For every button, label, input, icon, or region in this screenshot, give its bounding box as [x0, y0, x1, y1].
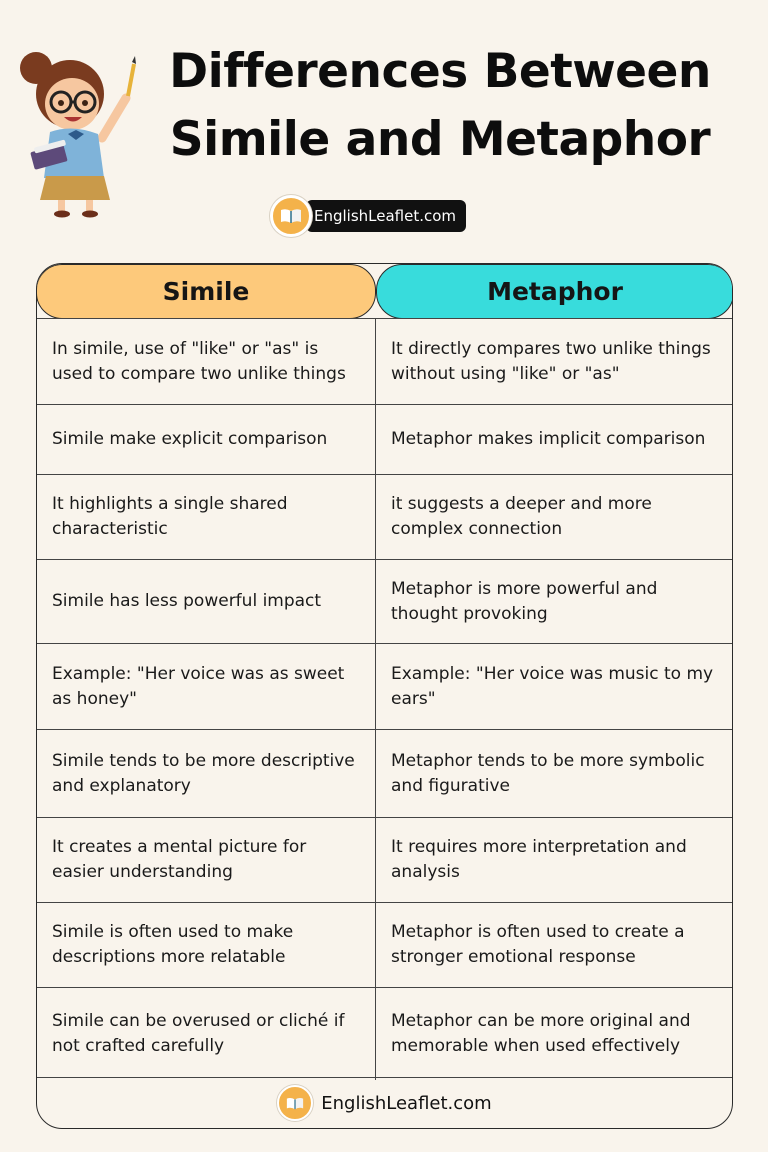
metaphor-cell: Metaphor is often used to create a stronger emotional response [391, 922, 685, 967]
table-body [37, 318, 732, 1080]
simile-cell: Simile is often used to make descriptions more relatable [37, 903, 376, 987]
metaphor-cell: Example: "Her voice was music to my ears" [391, 663, 714, 709]
page-title [130, 38, 750, 174]
table-row [37, 987, 732, 1080]
simile-cell: Simile make explicit comparison [37, 405, 376, 474]
table-row [37, 729, 732, 817]
simile-cell: Simile can be overused or cliché if not crafted carefully [37, 988, 376, 1080]
brand-site-label: EnglishLeaflet.com [306, 200, 466, 232]
metaphor-cell: Metaphor tends to be more symbolic and figurative [391, 750, 705, 796]
simile-cell: Simile has less powerful impact [37, 560, 376, 643]
title-line-1: Differences Between [169, 44, 711, 99]
title-line-2: Simile and Metaphor [169, 112, 711, 167]
table-row [37, 902, 732, 987]
metaphor-cell: It requires more interpretation and analysis [391, 837, 687, 882]
book-logo-icon [277, 1085, 313, 1121]
table-header-row [37, 264, 732, 319]
table-row [37, 404, 732, 474]
simile-cell: Simile tends to be more descriptive and explanatory [37, 730, 376, 817]
footer-site-label: EnglishLeaflet.com [321, 1092, 492, 1114]
simile-cell: It creates a mental picture for easier understanding [37, 818, 376, 902]
table-row [37, 559, 732, 643]
simile-cell: It highlights a single shared characteristic [37, 475, 376, 559]
header-metaphor: Metaphor [376, 264, 733, 319]
simile-cell: Example: "Her voice was as sweet as honey" [37, 644, 376, 729]
metaphor-cell: it suggests a deeper and more complex connection [391, 494, 652, 539]
table-row [37, 817, 732, 902]
book-logo-icon [270, 195, 312, 237]
metaphor-cell: Metaphor can be more original and memorable when used effectively [391, 1011, 691, 1056]
metaphor-cell: Metaphor makes implicit comparison [391, 429, 706, 449]
teacher-girl-illustration [8, 28, 148, 218]
brand-badge-top[interactable] [270, 196, 466, 236]
metaphor-cell: Metaphor is more powerful and thought provoking [391, 578, 658, 624]
table-row [37, 474, 732, 559]
table-row [37, 643, 732, 729]
comparison-table [36, 263, 733, 1129]
header-simile: Simile [36, 264, 376, 319]
metaphor-cell: It directly compares two unlike things without using "like" or "as" [391, 338, 711, 384]
simile-cell: In simile, use of "like" or "as" is used to compare two unlike things [37, 319, 376, 404]
brand-footer[interactable] [37, 1077, 732, 1128]
table-row [37, 318, 732, 404]
